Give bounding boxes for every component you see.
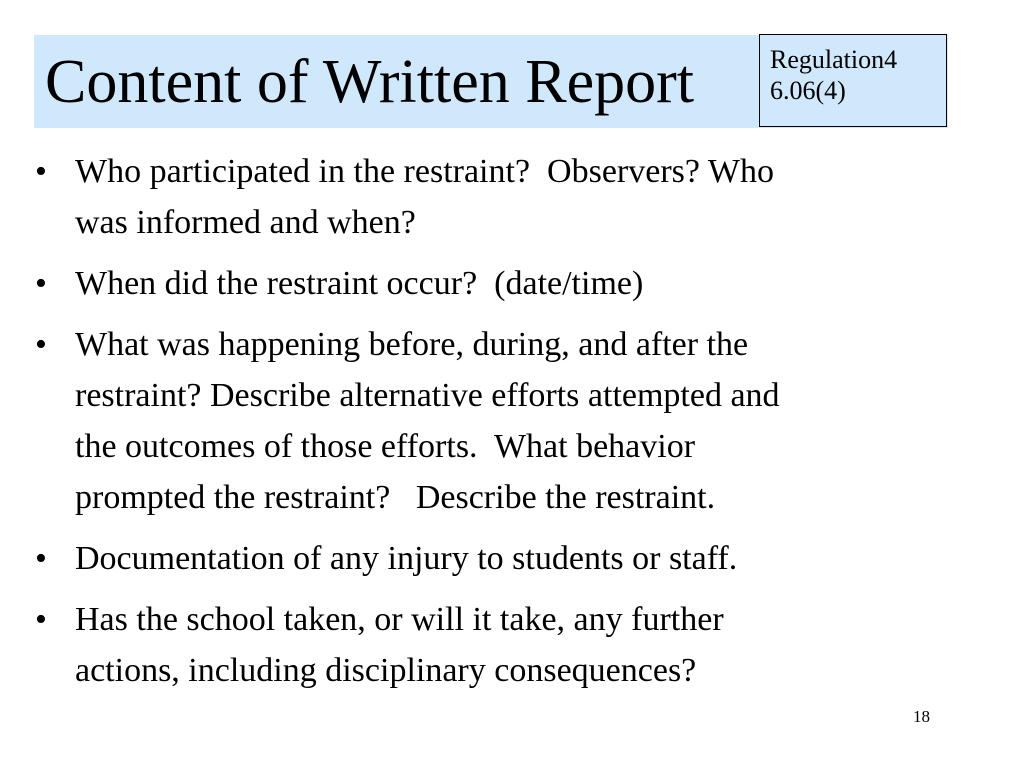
bullet-item [32,533,982,584]
bullet-line: was informed and when? [75,204,416,241]
bullet-line: • Documentation of any injury to students or staff. [75,540,738,577]
bullet-line: • Who participated in the restraint? Observers? Who [75,153,774,190]
bullet-line: prompted the restraint? Describe the restraint. [75,479,716,516]
bullet-item [32,146,982,248]
regulation-number: 6.06(4) [770,76,846,105]
bullet-item [32,594,982,696]
bullet-line: the outcomes of those efforts. What behavior [75,428,696,465]
bullet-line: • What was happening before, during, and after the [75,326,749,363]
bullet-item [32,319,982,523]
bullet-line: • Has the school taken, or will it take, any further [75,601,724,638]
slide-title: Content of Written Report [45,48,694,116]
page-number: 18 [913,707,930,726]
regulation-label: Regulation4 [770,45,898,74]
regulation-box [759,34,947,127]
bullet-list [32,146,982,706]
bullet-line: restraint? Describe alternative efforts attempted and [75,377,780,414]
bullet-item [32,258,982,309]
bullet-line: actions, including disciplinary consequences? [75,652,697,689]
bullet-line: • When did the restraint occur? (date/time) [75,265,644,302]
